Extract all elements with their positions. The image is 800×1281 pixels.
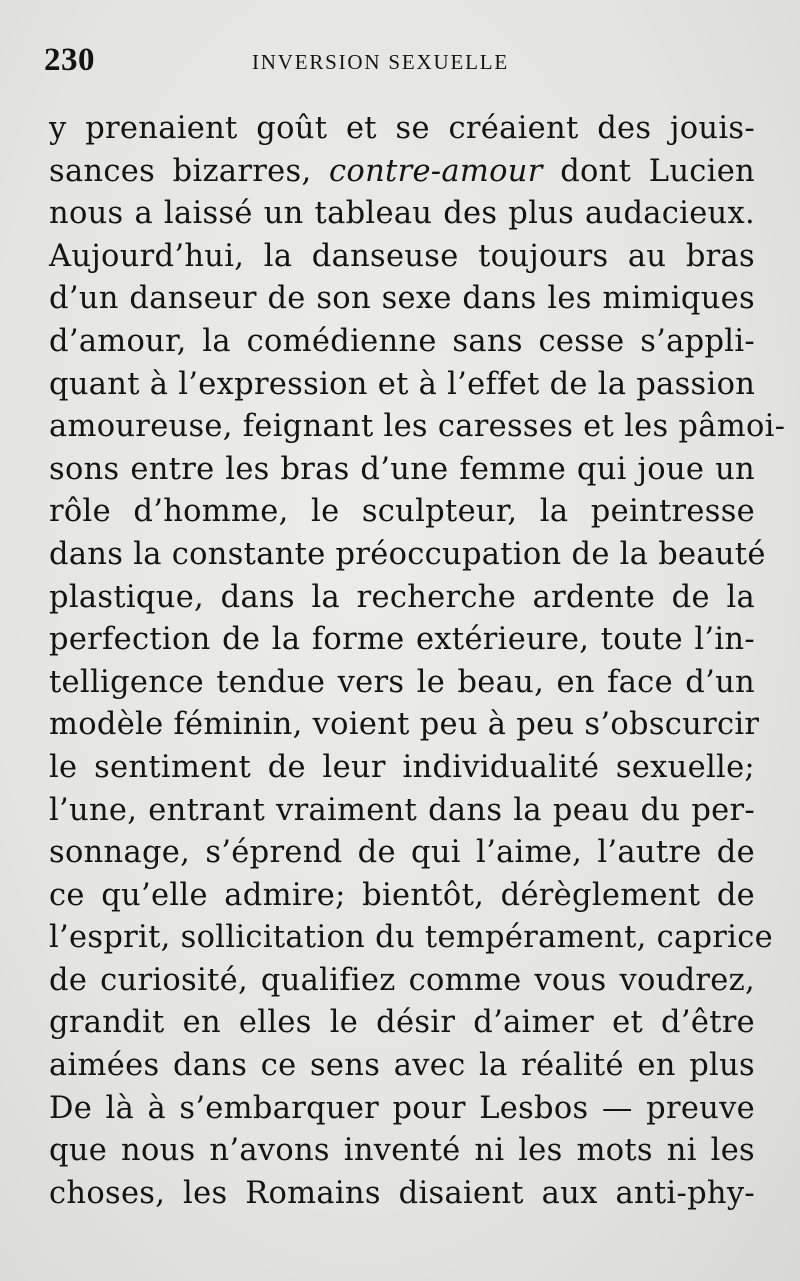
text-line-2 — [49, 151, 755, 194]
text-line-6: d’amour, la comédienne sans cesse s’appli- — [49, 323, 755, 359]
text-line-14: telligence tendue vers le beau, en face d’un — [49, 664, 755, 700]
text-line-26: choses, les Romains disaient aux anti-phy- — [49, 1175, 755, 1211]
text-line-15: modèle féminin, voient peu à peu s’obscurcir — [49, 707, 760, 743]
running-head — [44, 42, 744, 86]
text-line-9: sons entre les bras d’une femme qui joue un — [49, 451, 755, 487]
text-line-16: le sentiment de leur individualité sexuelle; — [49, 749, 755, 785]
text-line-11: dans la constante préoccupation de la beauté — [49, 536, 766, 572]
text-line-24: De là à s’embarquer pour Lesbos — preuve — [49, 1090, 755, 1126]
text-line-8: amoureuse, feignant les caresses et les pâmoi- — [49, 409, 786, 445]
text-line-2-end: dont Lucien — [542, 153, 755, 189]
text-line-17: l’une, entrant vraiment dans la peau du per- — [49, 792, 755, 828]
text-line-4: Aujourd’hui, la danseuse toujours au bras — [49, 238, 755, 274]
italic-term: contre-amour — [329, 153, 543, 189]
text-line-20: l’esprit, sollicitation du tempérament, caprice — [49, 920, 773, 956]
text-line-12: plastique, dans la recherche ardente de la — [49, 579, 755, 615]
text-line-23: aimées dans ce sens avec la réalité en plus — [49, 1048, 755, 1084]
text-line-21: de curiosité, qualifiez comme vous voudrez, — [49, 962, 755, 998]
text-line-19: ce qu’elle admire; bientôt, dérèglement de — [49, 877, 755, 913]
body-text — [49, 108, 786, 1215]
text-line-3: nous a laissé un tableau des plus audacieux. — [49, 196, 755, 232]
text-line-5: d’un danseur de son sexe dans les mimiques — [49, 281, 755, 317]
text-line-7: quant à l’expression et à l’effet de la passion — [49, 366, 756, 402]
text-line-25: que nous n’avons inventé ni les mots ni les — [49, 1133, 755, 1169]
text-line-2-start: sances bizarres, — [49, 153, 330, 189]
text-line-10: rôle d’homme, le sculpteur, la peintresse — [49, 494, 755, 530]
page-number: 230 — [44, 42, 95, 78]
text-line-18: sonnage, s’éprend de qui l’aime, l’autre de — [49, 835, 755, 871]
text-line-1: y prenaient goût et se créaient des jouis- — [49, 111, 755, 146]
text-line-22: grandit en elles le désir d’aimer et d’être — [49, 1005, 755, 1041]
running-title: INVERSION SEXUELLE — [252, 50, 509, 74]
text-line-13: perfection de la forme extérieure, toute l’in- — [49, 622, 755, 658]
